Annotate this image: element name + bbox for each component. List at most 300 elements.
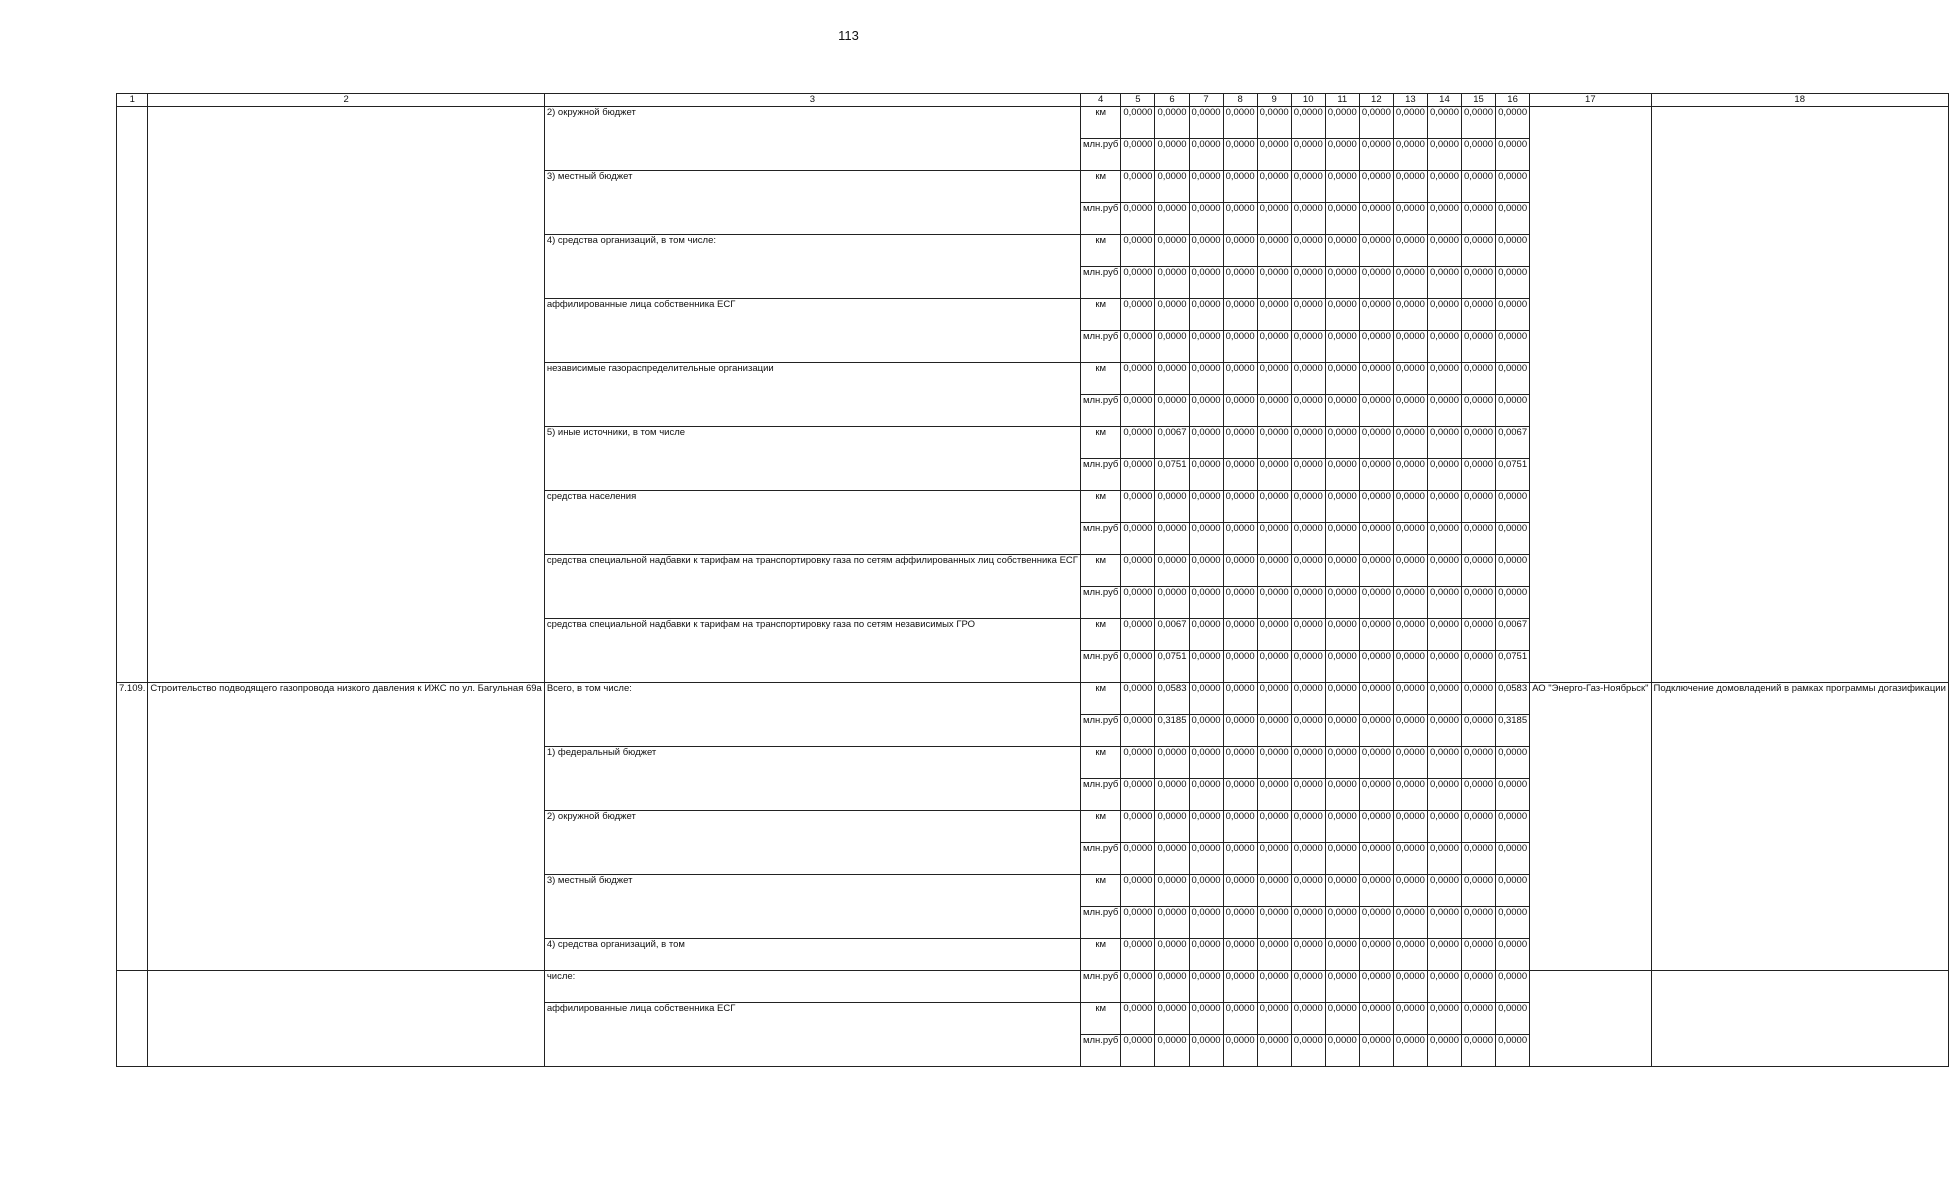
value-cell: 0,0000 — [1462, 331, 1496, 363]
organization-cell: АО "Энерго-Газ-Ноябрьск" — [1530, 683, 1651, 971]
value-cell: 0,0000 — [1189, 811, 1223, 843]
value-cell: 0,0000 — [1291, 395, 1325, 427]
value-cell: 0,0000 — [1393, 363, 1427, 395]
value-cell: 0,0000 — [1393, 1035, 1427, 1067]
value-cell: 0,0000 — [1462, 587, 1496, 619]
column-header: 9 — [1257, 94, 1291, 107]
value-cell: 0,0000 — [1325, 875, 1359, 907]
value-cell: 0,0000 — [1359, 331, 1393, 363]
value-cell: 0,0000 — [1223, 843, 1257, 875]
value-cell: 0,0000 — [1496, 267, 1530, 299]
value-cell: 0,0000 — [1496, 491, 1530, 523]
value-cell: 0,0000 — [1496, 107, 1530, 139]
value-cell: 0,0000 — [1257, 747, 1291, 779]
unit-cell: млн.руб — [1080, 523, 1120, 555]
value-cell: 0,0000 — [1462, 683, 1496, 715]
value-cell: 0,0000 — [1223, 555, 1257, 587]
value-cell: 0,0000 — [1291, 619, 1325, 651]
value-cell: 0,0000 — [1257, 1035, 1291, 1067]
value-cell: 0,0000 — [1121, 203, 1155, 235]
value-cell: 0,0000 — [1189, 235, 1223, 267]
value-cell: 0,0000 — [1462, 203, 1496, 235]
value-cell: 0,0000 — [1496, 811, 1530, 843]
value-cell: 0,0000 — [1121, 299, 1155, 331]
value-cell: 0,0000 — [1257, 523, 1291, 555]
value-cell: 0,0000 — [1223, 779, 1257, 811]
value-cell: 0,0000 — [1291, 651, 1325, 683]
value-cell: 0,0751 — [1496, 459, 1530, 491]
value-cell: 0,0000 — [1325, 331, 1359, 363]
value-cell: 0,0000 — [1359, 651, 1393, 683]
value-cell: 0,0000 — [1223, 299, 1257, 331]
unit-cell: км — [1080, 875, 1120, 907]
value-cell: 0,0000 — [1155, 171, 1189, 203]
value-cell: 0,0000 — [1223, 267, 1257, 299]
funding-source-cell: 4) средства организаций, в том числе: — [544, 235, 1080, 299]
value-cell: 0,0000 — [1496, 395, 1530, 427]
value-cell: 0,0000 — [1155, 1003, 1189, 1035]
value-cell: 0,0000 — [1155, 395, 1189, 427]
value-cell: 0,0000 — [1427, 1003, 1461, 1035]
value-cell: 0,0000 — [1427, 1035, 1461, 1067]
item-name-cell — [148, 107, 544, 683]
value-cell: 0,0000 — [1189, 459, 1223, 491]
value-cell: 0,0000 — [1427, 171, 1461, 203]
item-number-cell — [117, 971, 148, 1067]
value-cell: 0,0000 — [1462, 235, 1496, 267]
value-cell: 0,0000 — [1462, 747, 1496, 779]
value-cell: 0,0000 — [1155, 203, 1189, 235]
value-cell: 0,0000 — [1291, 747, 1325, 779]
unit-cell: км — [1080, 619, 1120, 651]
value-cell: 0,0000 — [1155, 299, 1189, 331]
table-row — [117, 971, 1949, 1003]
value-cell: 0,0000 — [1223, 971, 1257, 1003]
value-cell: 0,0000 — [1393, 331, 1427, 363]
value-cell: 0,0000 — [1325, 939, 1359, 971]
funding-source-cell: 1) федеральный бюджет — [544, 747, 1080, 811]
value-cell: 0,0000 — [1257, 459, 1291, 491]
value-cell: 0,0000 — [1496, 523, 1530, 555]
value-cell: 0,0000 — [1427, 395, 1461, 427]
value-cell: 0,0000 — [1462, 971, 1496, 1003]
value-cell: 0,0000 — [1393, 267, 1427, 299]
value-cell: 0,0000 — [1223, 1035, 1257, 1067]
funding-source-cell: Всего, в том числе: — [544, 683, 1080, 747]
value-cell: 0,0000 — [1223, 395, 1257, 427]
value-cell: 0,0000 — [1121, 811, 1155, 843]
table-row — [117, 107, 1949, 139]
value-cell: 0,0000 — [1325, 427, 1359, 459]
value-cell: 0,0000 — [1359, 523, 1393, 555]
value-cell: 0,0000 — [1393, 779, 1427, 811]
value-cell: 0,0067 — [1496, 427, 1530, 459]
funding-source-cell: 4) средства организаций, в том — [544, 939, 1080, 971]
unit-cell: км — [1080, 171, 1120, 203]
unit-cell: млн.руб — [1080, 907, 1120, 939]
value-cell: 0,0000 — [1393, 747, 1427, 779]
value-cell: 0,0000 — [1496, 971, 1530, 1003]
column-header: 8 — [1223, 94, 1257, 107]
value-cell: 0,0000 — [1291, 107, 1325, 139]
value-cell: 0,0000 — [1257, 107, 1291, 139]
value-cell: 0,0000 — [1121, 235, 1155, 267]
value-cell: 0,0000 — [1359, 427, 1393, 459]
value-cell: 0,0000 — [1189, 171, 1223, 203]
value-cell: 0,0000 — [1462, 171, 1496, 203]
value-cell: 0,0000 — [1427, 747, 1461, 779]
unit-cell: км — [1080, 939, 1120, 971]
value-cell: 0,0000 — [1189, 939, 1223, 971]
value-cell: 0,0000 — [1223, 491, 1257, 523]
value-cell: 0,0000 — [1359, 235, 1393, 267]
funding-source-cell: числе: — [544, 971, 1080, 1003]
value-cell: 0,0000 — [1393, 491, 1427, 523]
value-cell: 0,0000 — [1325, 395, 1359, 427]
item-name-cell: Строительство подводящего газопровода низкого давления к ИЖС по ул. Багульная 69а — [148, 683, 544, 971]
value-cell: 0,0000 — [1291, 907, 1325, 939]
value-cell: 0,0000 — [1462, 619, 1496, 651]
value-cell: 0,0000 — [1427, 555, 1461, 587]
column-header: 1 — [117, 94, 148, 107]
value-cell: 0,0000 — [1155, 747, 1189, 779]
value-cell: 0,0000 — [1223, 235, 1257, 267]
value-cell: 0,0000 — [1496, 235, 1530, 267]
value-cell: 0,0000 — [1427, 875, 1461, 907]
value-cell: 0,0000 — [1393, 139, 1427, 171]
value-cell: 0,0000 — [1223, 139, 1257, 171]
value-cell: 0,0583 — [1496, 683, 1530, 715]
value-cell: 0,0000 — [1359, 779, 1393, 811]
value-cell: 0,0000 — [1155, 555, 1189, 587]
value-cell: 0,0000 — [1121, 395, 1155, 427]
value-cell: 0,0000 — [1462, 1003, 1496, 1035]
value-cell: 0,0000 — [1427, 939, 1461, 971]
value-cell: 0,0000 — [1325, 843, 1359, 875]
value-cell: 0,0000 — [1291, 331, 1325, 363]
value-cell: 0,0000 — [1462, 267, 1496, 299]
funding-source-cell: средства населения — [544, 491, 1080, 555]
value-cell: 0,0000 — [1189, 907, 1223, 939]
value-cell: 0,0000 — [1496, 331, 1530, 363]
value-cell: 0,0000 — [1121, 875, 1155, 907]
value-cell: 0,0000 — [1189, 395, 1223, 427]
value-cell: 0,0000 — [1325, 107, 1359, 139]
value-cell: 0,0000 — [1189, 1003, 1223, 1035]
value-cell: 0,0000 — [1462, 491, 1496, 523]
value-cell: 0,0000 — [1121, 939, 1155, 971]
value-cell: 0,0000 — [1291, 427, 1325, 459]
unit-cell: км — [1080, 747, 1120, 779]
value-cell: 0,0000 — [1291, 843, 1325, 875]
value-cell: 0,0000 — [1496, 587, 1530, 619]
value-cell: 0,0000 — [1427, 235, 1461, 267]
value-cell: 0,0000 — [1359, 907, 1393, 939]
value-cell: 0,0000 — [1223, 715, 1257, 747]
value-cell: 0,0000 — [1393, 651, 1427, 683]
value-cell: 0,0000 — [1121, 107, 1155, 139]
value-cell: 0,0000 — [1223, 363, 1257, 395]
value-cell: 0,0000 — [1462, 299, 1496, 331]
value-cell: 0,0000 — [1257, 907, 1291, 939]
unit-cell: млн.руб — [1080, 779, 1120, 811]
value-cell: 0,0000 — [1393, 587, 1427, 619]
value-cell: 0,0000 — [1291, 171, 1325, 203]
value-cell: 0,0000 — [1359, 491, 1393, 523]
value-cell: 0,0000 — [1291, 523, 1325, 555]
value-cell: 0,0000 — [1257, 235, 1291, 267]
value-cell: 0,0000 — [1325, 267, 1359, 299]
value-cell: 0,0000 — [1393, 459, 1427, 491]
value-cell: 0,0067 — [1155, 619, 1189, 651]
value-cell: 0,0000 — [1189, 267, 1223, 299]
value-cell: 0,0000 — [1291, 811, 1325, 843]
value-cell: 0,0000 — [1257, 395, 1291, 427]
column-header: 3 — [544, 94, 1080, 107]
value-cell: 0,0000 — [1427, 491, 1461, 523]
value-cell: 0,0000 — [1427, 427, 1461, 459]
value-cell: 0,0000 — [1325, 779, 1359, 811]
value-cell: 0,0000 — [1393, 811, 1427, 843]
value-cell: 0,0000 — [1257, 587, 1291, 619]
value-cell: 0,0000 — [1257, 491, 1291, 523]
value-cell: 0,0000 — [1223, 939, 1257, 971]
unit-cell: км — [1080, 299, 1120, 331]
value-cell: 0,0000 — [1189, 1035, 1223, 1067]
value-cell: 0,0000 — [1427, 107, 1461, 139]
value-cell: 0,0000 — [1257, 171, 1291, 203]
value-cell: 0,0000 — [1359, 299, 1393, 331]
unit-cell: млн.руб — [1080, 267, 1120, 299]
value-cell: 0,0000 — [1121, 1003, 1155, 1035]
value-cell: 0,0000 — [1462, 395, 1496, 427]
value-cell: 0,0000 — [1427, 299, 1461, 331]
value-cell: 0,0000 — [1496, 139, 1530, 171]
value-cell: 0,0000 — [1359, 107, 1393, 139]
value-cell: 0,0000 — [1189, 779, 1223, 811]
unit-cell: км — [1080, 1003, 1120, 1035]
value-cell: 0,0751 — [1496, 651, 1530, 683]
value-cell: 0,0000 — [1223, 427, 1257, 459]
column-header: 11 — [1325, 94, 1359, 107]
value-cell: 0,0000 — [1462, 843, 1496, 875]
value-cell: 0,0000 — [1393, 395, 1427, 427]
value-cell: 0,0000 — [1359, 811, 1393, 843]
unit-cell: км — [1080, 107, 1120, 139]
value-cell: 0,0000 — [1189, 363, 1223, 395]
value-cell: 0,0000 — [1189, 651, 1223, 683]
value-cell: 0,0000 — [1359, 939, 1393, 971]
column-header: 13 — [1393, 94, 1427, 107]
value-cell: 0,0000 — [1257, 203, 1291, 235]
unit-cell: млн.руб — [1080, 587, 1120, 619]
value-cell: 0,0000 — [1359, 587, 1393, 619]
value-cell: 0,0000 — [1155, 971, 1189, 1003]
unit-cell: км — [1080, 491, 1120, 523]
funding-source-cell: 2) окружной бюджет — [544, 811, 1080, 875]
value-cell: 0,0000 — [1325, 171, 1359, 203]
value-cell: 0,0000 — [1496, 555, 1530, 587]
value-cell: 0,0000 — [1427, 843, 1461, 875]
value-cell: 0,0000 — [1427, 683, 1461, 715]
value-cell: 0,0000 — [1155, 107, 1189, 139]
value-cell: 0,0000 — [1496, 299, 1530, 331]
value-cell: 0,0000 — [1189, 971, 1223, 1003]
value-cell: 0,0000 — [1257, 651, 1291, 683]
value-cell: 0,0000 — [1223, 811, 1257, 843]
value-cell: 0,0000 — [1359, 1035, 1393, 1067]
value-cell: 0,0000 — [1155, 363, 1189, 395]
value-cell: 0,0000 — [1462, 107, 1496, 139]
funding-source-cell: 3) местный бюджет — [544, 171, 1080, 235]
organization-cell — [1530, 971, 1651, 1067]
value-cell: 0,0000 — [1257, 971, 1291, 1003]
value-cell: 0,0000 — [1325, 1003, 1359, 1035]
value-cell: 0,0000 — [1393, 235, 1427, 267]
value-cell: 0,0000 — [1257, 619, 1291, 651]
value-cell: 0,0000 — [1462, 139, 1496, 171]
organization-cell — [1530, 107, 1651, 683]
value-cell: 0,0000 — [1291, 491, 1325, 523]
value-cell: 0,0000 — [1155, 139, 1189, 171]
value-cell: 0,0000 — [1427, 331, 1461, 363]
value-cell: 0,0000 — [1121, 171, 1155, 203]
value-cell: 0,0000 — [1291, 203, 1325, 235]
value-cell: 0,0000 — [1291, 235, 1325, 267]
value-cell: 0,0000 — [1121, 267, 1155, 299]
column-header: 7 — [1189, 94, 1223, 107]
unit-cell: км — [1080, 427, 1120, 459]
value-cell: 0,0000 — [1325, 555, 1359, 587]
funding-source-cell: аффилированные лица собственника ЕСГ — [544, 299, 1080, 363]
column-header: 12 — [1359, 94, 1393, 107]
value-cell: 0,0000 — [1189, 555, 1223, 587]
value-cell: 0,0000 — [1189, 523, 1223, 555]
value-cell: 0,0000 — [1155, 267, 1189, 299]
unit-cell: млн.руб — [1080, 395, 1120, 427]
value-cell: 0,0000 — [1121, 907, 1155, 939]
unit-cell: млн.руб — [1080, 651, 1120, 683]
value-cell: 0,0000 — [1189, 587, 1223, 619]
column-header: 15 — [1462, 94, 1496, 107]
value-cell: 0,0000 — [1325, 715, 1359, 747]
unit-cell: млн.руб — [1080, 1035, 1120, 1067]
value-cell: 0,0000 — [1496, 203, 1530, 235]
value-cell: 0,0000 — [1462, 779, 1496, 811]
unit-cell: км — [1080, 555, 1120, 587]
value-cell: 0,0000 — [1189, 683, 1223, 715]
value-cell: 0,0000 — [1359, 459, 1393, 491]
value-cell: 0,0751 — [1155, 459, 1189, 491]
value-cell: 0,0000 — [1427, 459, 1461, 491]
value-cell: 0,0000 — [1189, 619, 1223, 651]
value-cell: 0,0000 — [1189, 203, 1223, 235]
value-cell: 0,0000 — [1121, 1035, 1155, 1067]
value-cell: 0,0751 — [1155, 651, 1189, 683]
value-cell: 0,0000 — [1121, 491, 1155, 523]
value-cell: 0,0000 — [1121, 683, 1155, 715]
unit-cell: млн.руб — [1080, 139, 1120, 171]
value-cell: 0,0000 — [1189, 747, 1223, 779]
value-cell: 0,0000 — [1393, 907, 1427, 939]
value-cell: 0,0000 — [1291, 555, 1325, 587]
column-header: 2 — [148, 94, 544, 107]
value-cell: 0,0000 — [1496, 1035, 1530, 1067]
value-cell: 0,0000 — [1325, 235, 1359, 267]
purpose-cell — [1651, 971, 1948, 1067]
value-cell: 0,0000 — [1359, 267, 1393, 299]
unit-cell: млн.руб — [1080, 715, 1120, 747]
column-header: 18 — [1651, 94, 1948, 107]
value-cell: 0,0000 — [1462, 875, 1496, 907]
value-cell: 0,0000 — [1427, 811, 1461, 843]
value-cell: 0,0000 — [1291, 363, 1325, 395]
value-cell: 0,0000 — [1393, 203, 1427, 235]
value-cell: 0,0000 — [1121, 715, 1155, 747]
value-cell: 0,0000 — [1427, 779, 1461, 811]
unit-cell: км — [1080, 683, 1120, 715]
value-cell: 0,0000 — [1121, 747, 1155, 779]
value-cell: 0,0000 — [1291, 1003, 1325, 1035]
value-cell: 0,0000 — [1427, 523, 1461, 555]
value-cell: 0,0000 — [1393, 555, 1427, 587]
value-cell: 0,0000 — [1155, 491, 1189, 523]
value-cell: 0,0000 — [1155, 523, 1189, 555]
value-cell: 0,0067 — [1496, 619, 1530, 651]
page-number: 113 — [838, 28, 859, 43]
value-cell: 0,0000 — [1155, 875, 1189, 907]
value-cell: 0,0000 — [1257, 779, 1291, 811]
value-cell: 0,0000 — [1393, 619, 1427, 651]
value-cell: 0,0000 — [1427, 203, 1461, 235]
value-cell: 0,0000 — [1155, 907, 1189, 939]
value-cell: 0,0000 — [1155, 1035, 1189, 1067]
column-header: 14 — [1427, 94, 1461, 107]
unit-cell: км — [1080, 235, 1120, 267]
value-cell: 0,0000 — [1427, 587, 1461, 619]
value-cell: 0,0000 — [1427, 971, 1461, 1003]
value-cell: 0,0000 — [1257, 299, 1291, 331]
value-cell: 0,0000 — [1189, 331, 1223, 363]
value-cell: 0,0000 — [1291, 939, 1325, 971]
value-cell: 0,0000 — [1393, 171, 1427, 203]
value-cell: 0,0000 — [1462, 363, 1496, 395]
value-cell: 0,0000 — [1359, 555, 1393, 587]
value-cell: 0,0000 — [1359, 1003, 1393, 1035]
value-cell: 0,3185 — [1155, 715, 1189, 747]
value-cell: 0,0000 — [1121, 971, 1155, 1003]
value-cell: 0,0000 — [1325, 203, 1359, 235]
value-cell: 0,0000 — [1291, 139, 1325, 171]
value-cell: 0,0000 — [1223, 875, 1257, 907]
value-cell: 0,0000 — [1393, 1003, 1427, 1035]
value-cell: 0,0000 — [1496, 363, 1530, 395]
value-cell: 0,0000 — [1189, 427, 1223, 459]
value-cell: 0,0000 — [1427, 651, 1461, 683]
column-header: 16 — [1496, 94, 1530, 107]
value-cell: 0,0000 — [1462, 523, 1496, 555]
value-cell: 0,0000 — [1393, 427, 1427, 459]
value-cell: 0,0000 — [1462, 555, 1496, 587]
item-number-cell — [117, 107, 148, 683]
value-cell: 0,0000 — [1427, 715, 1461, 747]
purpose-cell — [1651, 107, 1948, 683]
header-row — [117, 94, 1949, 107]
value-cell: 0,0000 — [1427, 363, 1461, 395]
value-cell: 0,0000 — [1257, 555, 1291, 587]
value-cell: 0,0000 — [1189, 299, 1223, 331]
value-cell: 0,3185 — [1496, 715, 1530, 747]
